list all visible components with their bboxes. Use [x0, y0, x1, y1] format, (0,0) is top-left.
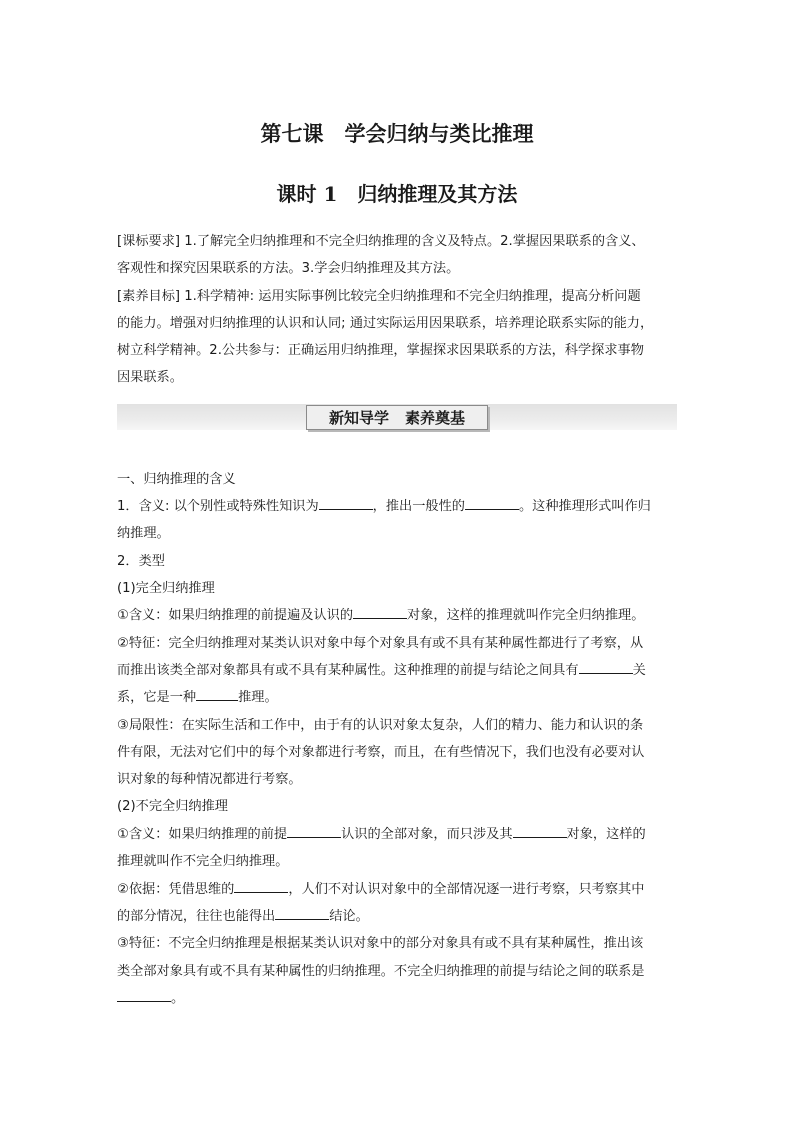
complete-feature-line-2 [117, 657, 679, 684]
banner-right: 素养奠基 [405, 409, 466, 427]
definition-text-a: 1．含义: 以个别性或特殊性知识为 [117, 499, 319, 514]
definition-line-1 [117, 493, 679, 520]
complete-meaning-text-b: 对象，这样的推理就叫作完全归纳推理。 [407, 608, 645, 623]
complete-limit-line-2: 件有限，无法对它们中的每个对象都进行考察，而且，在有些情况下，我们也没有必要对认 [117, 745, 645, 760]
incomplete-feature-line-2: 类全部对象具有或不具有某种属性的归纳推理。不完全归纳推理的前提与结论之间的联系是 [117, 964, 645, 979]
fill-blank [353, 604, 407, 619]
incomplete-induction-heading: (2)不完全归纳推理 [117, 799, 228, 814]
complete-limit-line-1: ③局限性：在实际生活和工作中，由于有的认识对象太复杂，人们的精力、能力和认识的条 [117, 718, 644, 733]
literacy-line-3: 树立科学精神。2.公共参与：正确运用归纳推理，掌握探求因果联系的方法，科学探求事物 [117, 343, 644, 358]
requirements-line-2: 客观性和探究因果联系的方法。3.学会归纳推理及其方法。 [117, 261, 460, 276]
definition-text-c: 。这种推理形式叫作归 [518, 499, 651, 514]
banner-left: 新知导学 [328, 409, 389, 427]
lesson-title: 第七课 学会归纳与类比推理 [260, 122, 534, 146]
definition-text-b: ，推出一般性的 [372, 499, 465, 514]
incomplete-basis-text-b: ，人们不对认识对象中的全部情况逐一进行考察，只考察其中 [288, 882, 645, 897]
incomplete-meaning-line-2: 推理就叫作不完全归纳推理。 [117, 854, 289, 869]
fill-blank [234, 878, 288, 893]
complete-feature-text-d: 推理。 [238, 690, 278, 705]
complete-feature-text-c: 系，它是一种 [117, 690, 197, 705]
incomplete-feature-end: 。 [171, 991, 185, 1006]
incomplete-feature-line-1: ③特征：不完全归纳推理是根据某类认识对象中的部分对象具有或不具有某种属性，推出该 [117, 936, 644, 951]
fill-blank [117, 987, 171, 1002]
literacy-line-4: 因果联系。 [117, 370, 183, 385]
incomplete-basis-text-d: 结论。 [329, 909, 369, 924]
incomplete-feature-line-3 [117, 985, 679, 1012]
complete-limit-line-3: 识对象的每种情况都进行考察。 [117, 772, 302, 787]
fill-blank [196, 686, 238, 701]
types-heading: 2．类型 [117, 554, 165, 569]
fill-blank [287, 823, 341, 838]
period-title: 课时 1 归纳推理及其方法 [276, 182, 518, 206]
incomplete-meaning-text-c: 对象，这样的 [566, 827, 646, 842]
fill-blank [319, 495, 373, 510]
section-banner [306, 405, 488, 430]
fill-blank [513, 823, 567, 838]
incomplete-meaning-text-a: ①含义：如果归纳推理的前提 [117, 827, 288, 842]
complete-meaning-text-a: ①含义：如果归纳推理的前提遍及认识的 [117, 608, 354, 623]
complete-induction-heading: (1)完全归纳推理 [117, 581, 215, 596]
fill-blank [579, 659, 633, 674]
fill-blank [465, 495, 519, 510]
incomplete-basis-line-1 [117, 876, 679, 903]
incomplete-basis-line-2 [117, 903, 679, 930]
definition-line-2: 纳推理。 [117, 526, 170, 541]
incomplete-basis-text-c: 的部分情况，往往也能得出 [117, 909, 276, 924]
literacy-line-1 [117, 283, 679, 310]
complete-meaning [117, 602, 679, 629]
complete-feature-line-1: ②特征：完全归纳推理对某类认识对象中每个对象具有或不具有某种属性都进行了考察，从 [117, 636, 644, 651]
requirements-label: [课标要求] [117, 234, 181, 249]
literacy-text-1: 1.科学精神: 运用实际事例比较完全归纳推理和不完全归纳推理，提高分析问题 [184, 289, 641, 304]
complete-feature-text-b: 关 [632, 663, 646, 678]
section-heading-1: 一、归纳推理的含义 [117, 472, 236, 487]
literacy-label: [素养目标] [117, 289, 181, 304]
incomplete-meaning-line-1 [117, 821, 679, 848]
fill-blank [275, 905, 329, 920]
complete-feature-line-3 [117, 684, 679, 711]
requirements-text-1: 1.了解完全归纳推理和不完全归纳推理的含义及特点。2.掌握因果联系的含义、 [184, 234, 645, 249]
incomplete-basis-text-a: ②依据：凭借思维的 [117, 882, 235, 897]
requirements-line-1 [117, 228, 679, 255]
literacy-line-2: 的能力。增强对归纳推理的认识和认同; 通过实际运用因果联系，培养理论联系实际的能力， [117, 316, 654, 331]
incomplete-meaning-text-b: 认识的全部对象，而只涉及其 [341, 827, 513, 842]
complete-feature-text-a: 而推出该类全部对象都具有或不具有某种属性。这种推理的前提与结论之间具有 [117, 663, 579, 678]
